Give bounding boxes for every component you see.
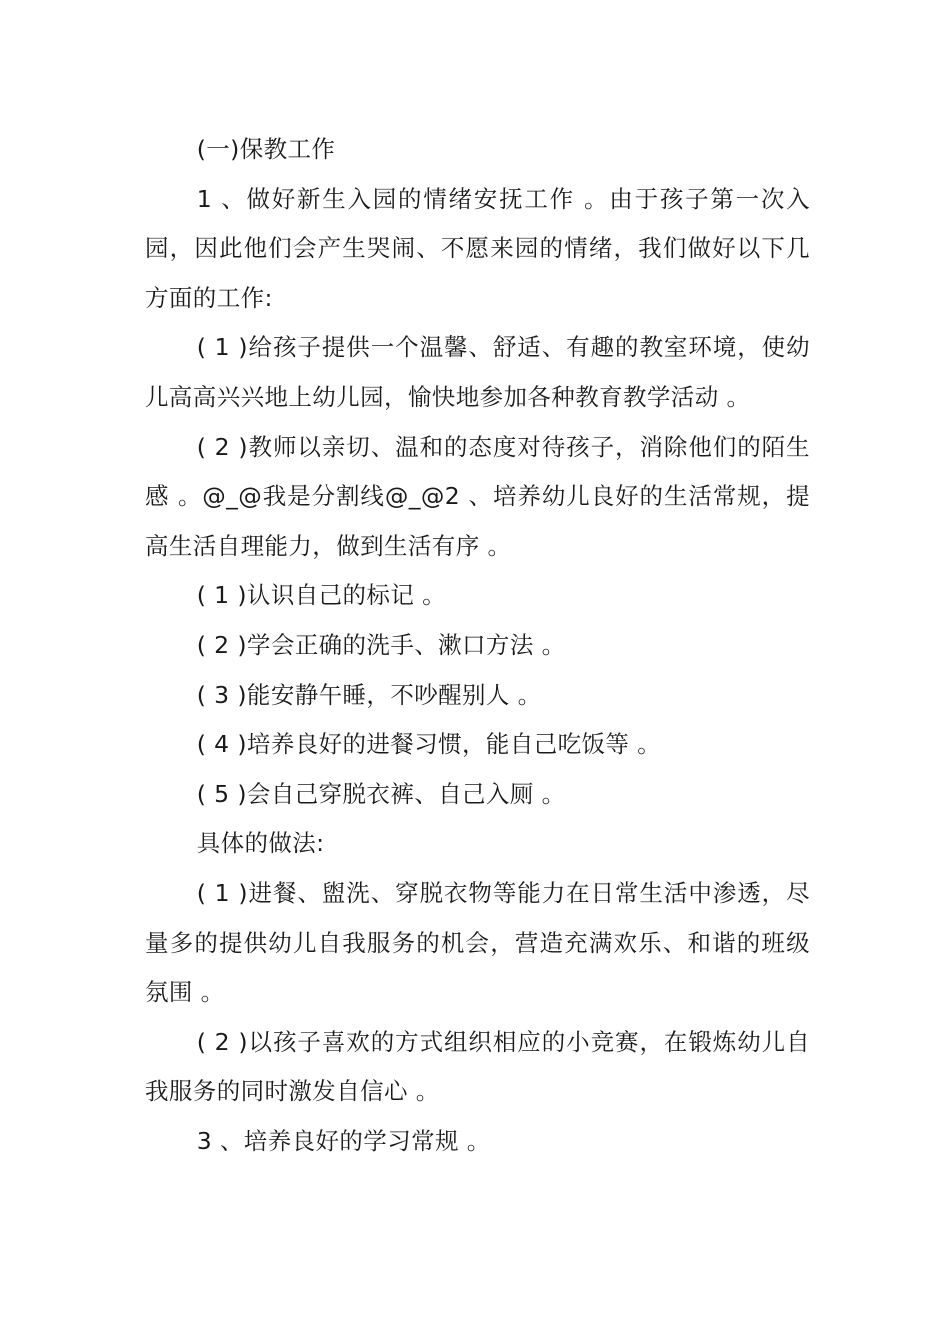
paragraph-method-2: ( 2 )以孩子喜欢的方式组织相应的小竞赛，在锻炼幼儿自我服务的同时激发自信心 。 — [145, 1027, 810, 1106]
paragraph-method-1: ( 1 )进餐、盥洗、穿脱衣物等能力在日常生活中渗透，尽量多的提供幼儿自我服务的机会，营造充满欢乐、和谐的班级氛围 。 — [145, 878, 810, 1007]
section-heading: (一)保教工作 — [196, 135, 336, 163]
paragraph-emotion-soothing: 1 、做好新生入园的情绪安抚工作 。由于孩子第一次入园，因此他们会产生哭闹、不愿来园的情绪，我们做好以下几方面的工作: — [145, 184, 810, 312]
paragraph-routine-5: ( 5 )会自己穿脱衣裤、自己入厕 。 — [196, 779, 566, 808]
paragraph-routine-3: ( 3 )能安静午睡，不吵醒别人 。 — [196, 680, 542, 709]
paragraph-item-2: ( 2 )教师以亲切、温和的态度对待孩子，消除他们的陌生感 。@_@我是分割线@_@2 、培养幼儿良好的生活常规，提高生活自理能力，做到生活有序 。 — [145, 432, 810, 560]
paragraph-routine-4: ( 4 )培养良好的进餐习惯，能自己吃饭等 。 — [196, 730, 662, 759]
paragraph-routine-1: ( 1 )认识自己的标记 。 — [196, 581, 446, 610]
paragraph-methods-heading: 具体的做法: — [196, 829, 325, 858]
paragraph-routine-2: ( 2 )学会正确的洗手、漱口方法 。 — [196, 630, 566, 659]
document-body — [145, 125, 810, 1166]
paragraph-item-1: ( 1 )给孩子提供一个温馨、舒适、有趣的教室环境，使幼儿高高兴兴地上幼儿园，愉快地参加各种教育教学活动 。 — [145, 333, 810, 411]
paragraph-learning-routine: 3 、培养良好的学习常规 。 — [196, 1126, 491, 1155]
